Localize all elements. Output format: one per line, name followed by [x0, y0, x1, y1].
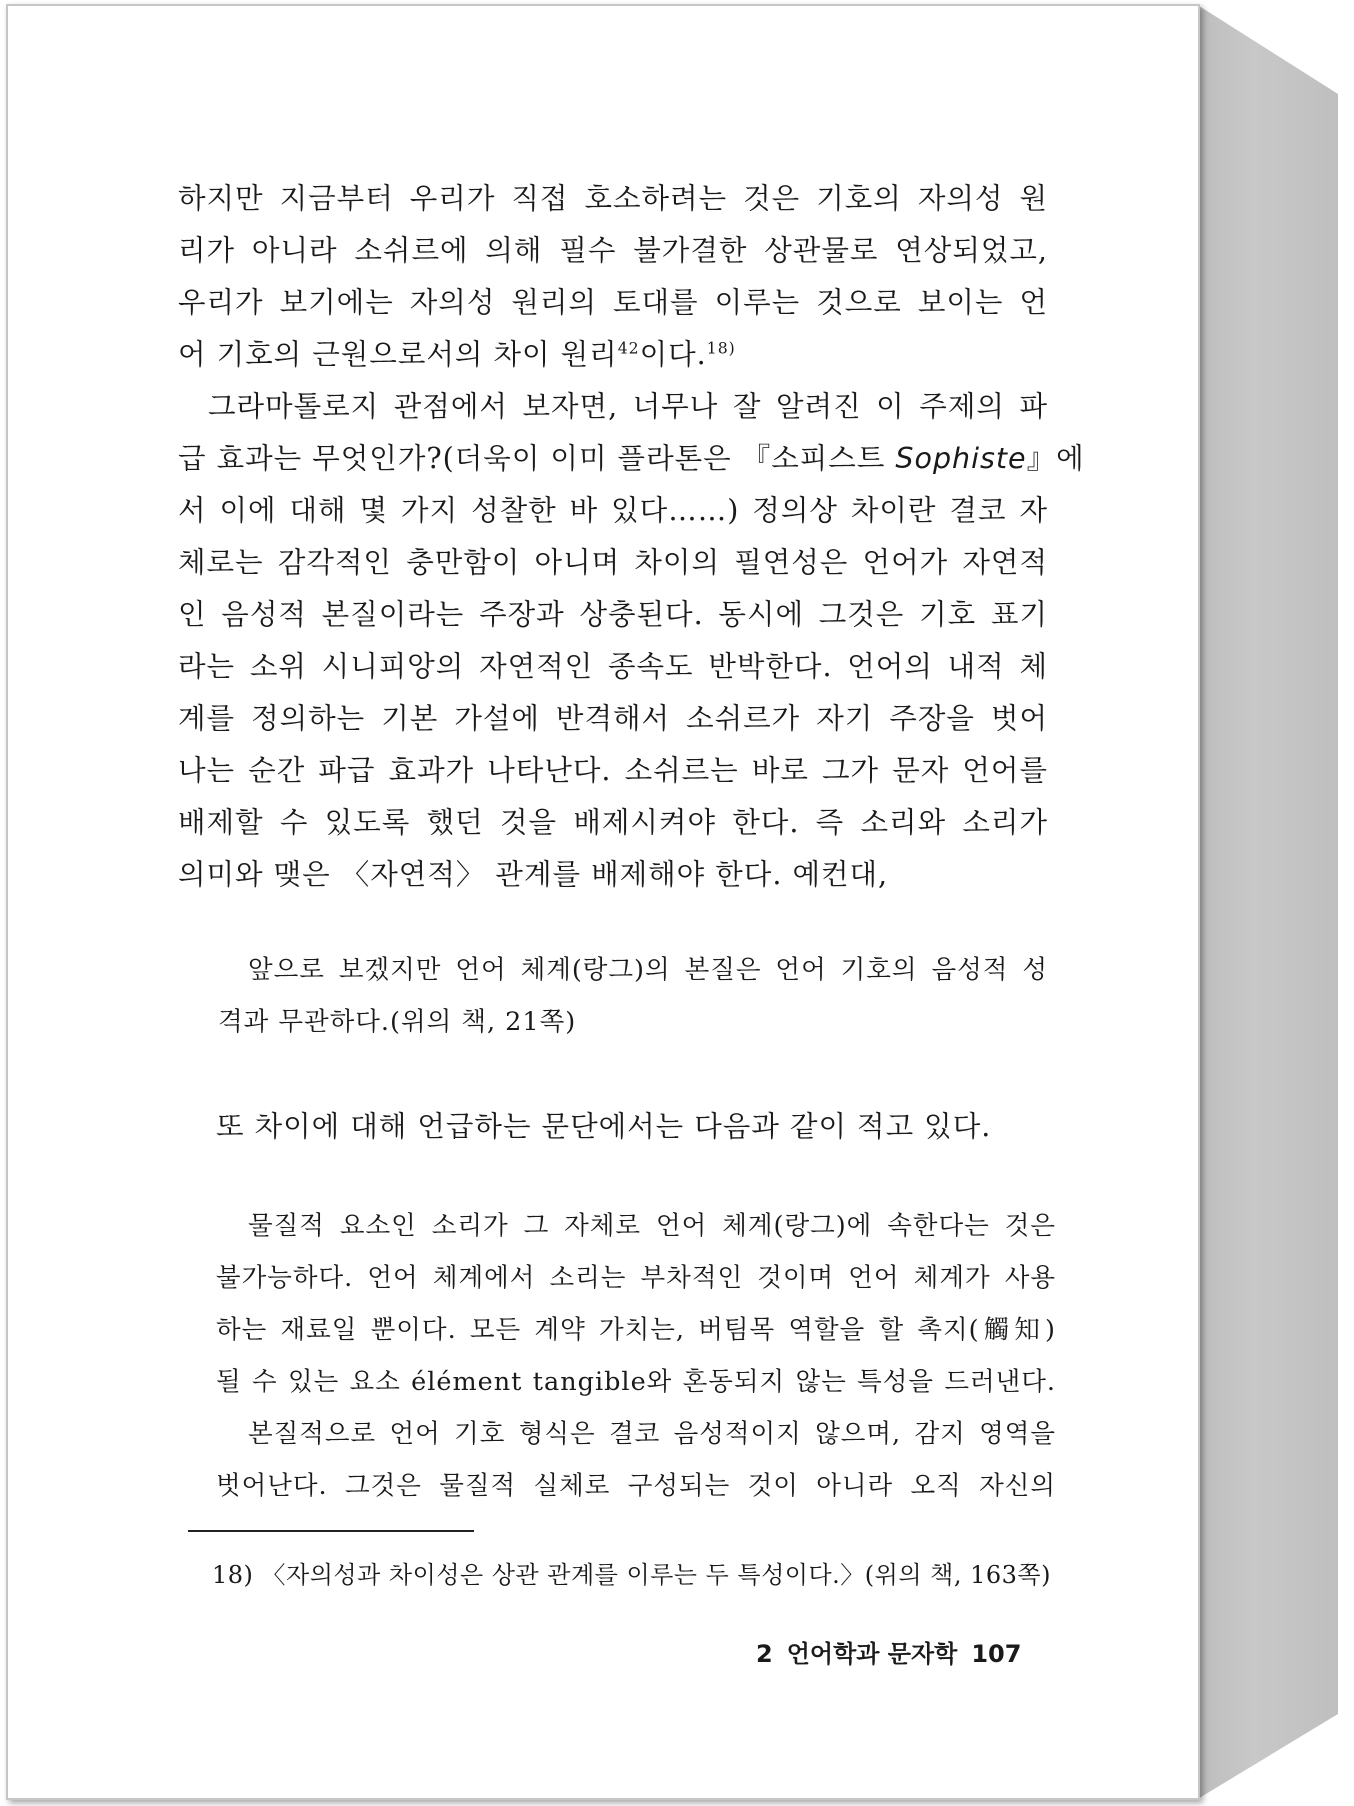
italic-title: Sophiste — [895, 442, 1027, 475]
chapter-title: 언어학과 문자학 — [786, 1640, 958, 1668]
body-line: 라는 소위 시니피앙의 자연적인 종속도 반박한다. 언어의 내적 체 — [178, 650, 1048, 683]
quote-line: 본질적으로 언어 기호 형식은 결코 음성적이지 않으며, 감지 영역을 — [248, 1419, 1056, 1449]
running-footer — [756, 1634, 1021, 1669]
footnote: 18) 〈자의성과 차이성은 상관 관계를 이루는 두 특성이다.〉(위의 책, 163쪽) — [212, 1561, 1051, 1589]
quote-line: 물질적 요소인 소리가 그 자체로 언어 체계(랑그)에 속한다는 것은 — [248, 1211, 1056, 1241]
body-text: 이다. — [639, 338, 707, 371]
body-line: 우리가 보기에는 자의성 원리의 토대를 이루는 것으로 보이는 언 — [178, 286, 1048, 319]
quote-line: 앞으로 보겠지만 언어 체계(랑그)의 본질은 언어 기호의 음성적 성 — [248, 955, 1048, 985]
body-line-last: 의미와 맺은 〈자연적〉 관계를 배제해야 한다. 예컨대, — [178, 858, 889, 891]
body-line — [178, 436, 1085, 477]
quote-line: 될 수 있는 요소 élément tangible와 혼동되지 않는 특성을 드러낸다. — [216, 1367, 1056, 1397]
body-line: 하지만 지금부터 우리가 직접 호소하려는 것은 기호의 자의성 원 — [178, 182, 1048, 215]
body-line: 또 차이에 대해 언급하는 문단에서는 다음과 같이 적고 있다. — [216, 1110, 992, 1143]
body-line: 나는 순간 파급 효과가 나타난다. 소쉬르는 바로 그가 문자 언어를 — [178, 754, 1048, 787]
body-line-last — [178, 332, 736, 373]
body-line: 계를 정의하는 기본 가설에 반격해서 소쉬르가 자기 주장을 벗어 — [178, 702, 1048, 735]
body-text: 급 효과는 무엇인가?(더욱이 이미 플라톤은 『소피스트 — [178, 442, 896, 475]
body-line-indent: 그라마톨로지 관점에서 보자면, 너무나 잘 알려진 이 주제의 파 — [208, 390, 1048, 423]
original-note-ref: 42 — [617, 338, 640, 358]
footnote-divider — [188, 1530, 474, 1532]
quote-line: 불가능하다. 언어 체계에서 소리는 부차적인 것이며 언어 체계가 사용 — [216, 1263, 1056, 1293]
quote-line: 격과 무관하다.(위의 책, 21쪽) — [218, 1007, 577, 1037]
quote-line: 하는 재료일 뿐이다. 모든 계약 가치는, 버팀목 역할을 할 촉지(觸知) — [216, 1315, 1056, 1345]
body-text: 어 기호의 근원으로서의 차이 원리 — [178, 338, 618, 371]
chapter-number: 2 — [756, 1640, 773, 1668]
page-number: 107 — [971, 1640, 1022, 1668]
body-line: 서 이에 대해 몇 가지 성찰한 바 있다……) 정의상 차이란 결코 자 — [178, 494, 1048, 527]
body-text: 』에 — [1026, 442, 1085, 475]
book-page — [6, 4, 1200, 1800]
body-line: 인 음성적 본질이라는 주장과 상충된다. 동시에 그것은 기호 표기 — [178, 598, 1048, 631]
body-line: 체로는 감각적인 충만함이 아니며 차이의 필연성은 언어가 자연적 — [178, 546, 1048, 579]
book-page-edge — [1196, 4, 1338, 1800]
body-line: 리가 아니라 소쉬르에 의해 필수 불가결한 상관물로 연상되었고, — [178, 234, 1048, 267]
footnote-ref: 18) — [706, 338, 736, 358]
body-line: 배제할 수 있도록 했던 것을 배제시켜야 한다. 즉 소리와 소리가 — [178, 806, 1048, 839]
quote-line: 벗어난다. 그것은 물질적 실체로 구성되는 것이 아니라 오직 자신의 — [216, 1471, 1056, 1501]
